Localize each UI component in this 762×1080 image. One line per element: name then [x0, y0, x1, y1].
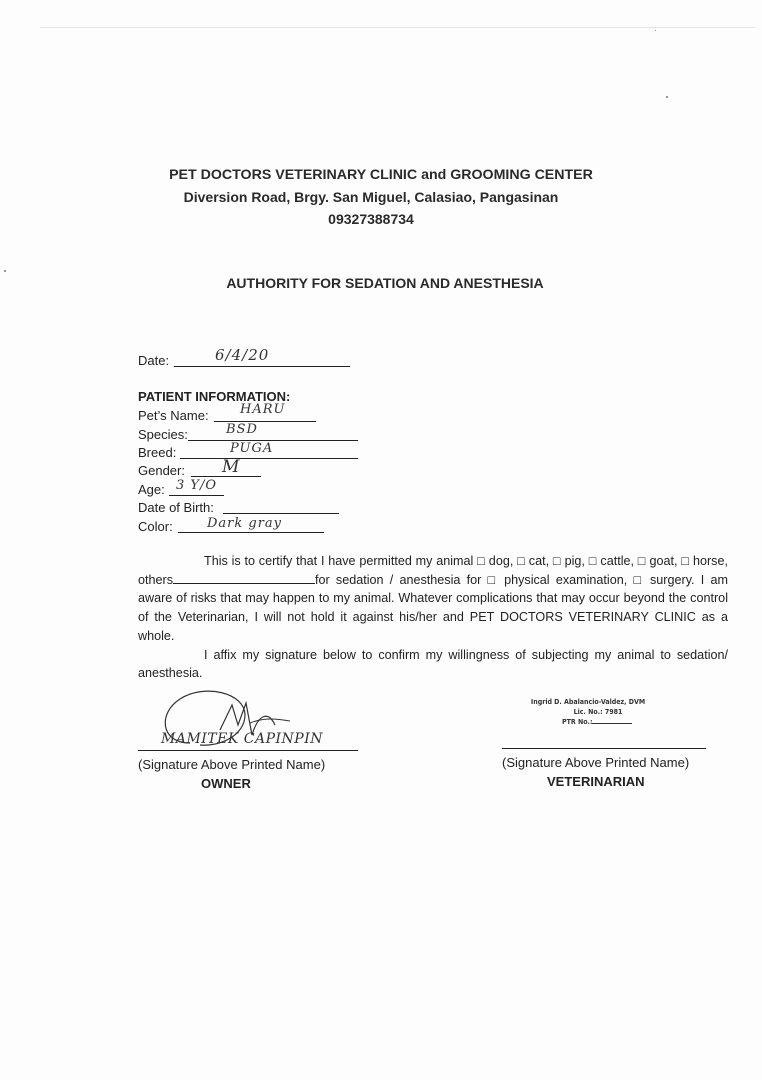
vet-role: VETERINARIAN: [547, 774, 645, 789]
stamp-license: Lic. No.: 7981: [573, 708, 623, 716]
color-value: Dark gray: [207, 516, 283, 531]
color-label: Color:: [138, 519, 173, 534]
species-label: Species:: [138, 427, 188, 442]
dob-line: [223, 513, 339, 514]
veterinarian-stamp: [526, 697, 650, 741]
pet-name-label: Pet’s Name:: [138, 408, 209, 423]
owner-signature-line: [138, 750, 358, 751]
date-label: Date:: [138, 353, 170, 368]
scan-speck: [4, 270, 6, 272]
owner-printed-name: MAMITEK CAPINPIN: [161, 731, 323, 747]
stamp-ptr: [526, 717, 650, 727]
consent-p1-end: for sedation / anesthesia for □ physical examination, □ surgery. I am aware of risks that may happen to my animal. Whatever complications that may occur beyond the control of the Veterinarian, I will not hold it against his/her and PET DOCTORS VETERINARY CLINIC as a whole.: [138, 572, 728, 643]
date-line: [174, 366, 350, 367]
scan-speck: [655, 30, 656, 31]
breed-label: Breed:: [138, 445, 177, 460]
document-title: AUTHORITY FOR SEDATION AND ANESTHESIA: [226, 275, 544, 291]
clinic-phone: 09327388734: [328, 211, 414, 227]
pet-name-value: HARU: [240, 402, 286, 417]
color-line: [178, 532, 324, 533]
age-value: 3 Y/O: [176, 478, 218, 493]
species-value: BSD: [226, 422, 258, 437]
others-blank: [173, 572, 315, 584]
consent-text: [138, 552, 728, 683]
patient-info-heading: PATIENT INFORMATION:: [138, 389, 291, 404]
consent-paragraph-2: [138, 646, 728, 683]
owner-role: OWNER: [201, 776, 251, 791]
vet-signature-line: [502, 748, 706, 749]
owner-caption: (Signature Above Printed Name): [138, 757, 326, 772]
breed-line: [180, 458, 358, 459]
clinic-address: Diversion Road, Brgy. San Miguel, Calasiao, Pangasinan: [183, 189, 559, 205]
age-label: Age:: [138, 482, 165, 497]
dob-label: Date of Birth:: [138, 500, 214, 515]
consent-p2: I affix my signature below to confirm my willingness of subjecting my animal to sedation/ anesthesia.: [138, 647, 728, 681]
vet-caption: (Signature Above Printed Name): [502, 755, 690, 770]
age-line: [169, 495, 224, 496]
scan-speck: [666, 96, 668, 98]
stamp-ptr-label: PTR No.:: [562, 718, 593, 726]
scan-edge: [40, 27, 755, 28]
consent-p1-start: This is to certify that I have permitted my animal □ dog, □ cat, □ pig, □ cattle, □ goat, □ horse, others: [138, 554, 728, 587]
consent-paragraph-1: [138, 552, 728, 646]
gender-value: M: [222, 457, 241, 477]
gender-label: Gender:: [138, 463, 185, 478]
date-value: 6/4/20: [215, 346, 270, 364]
clinic-name: PET DOCTORS VETERINARY CLINIC and GROOMING CENTER: [169, 167, 593, 183]
stamp-name: Ingrid D. Abalancio-Valdez, DVM: [530, 698, 646, 706]
breed-value: PUGA: [230, 441, 274, 456]
